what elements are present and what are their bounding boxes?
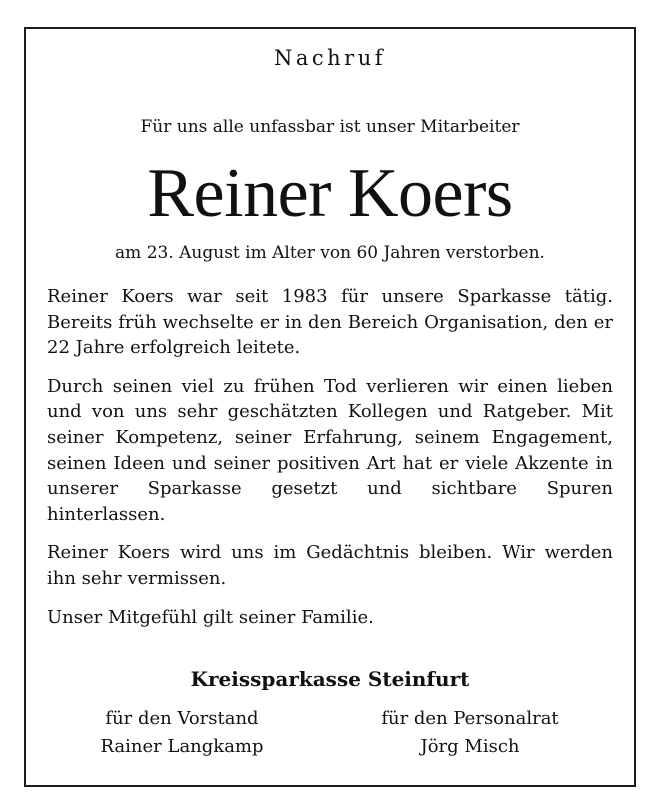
signatory-staff-council: [340, 705, 600, 761]
obituary-notice: [24, 27, 636, 787]
body-paragraph: Unser Mitgefühl gilt seiner Familie.: [47, 606, 374, 628]
deceased-name: Reiner Koers: [147, 155, 513, 232]
signatory-board: [52, 705, 312, 761]
notice-heading: Nachruf: [273, 46, 387, 70]
signatory-role: für den Personalrat: [381, 708, 559, 729]
organization-name: Kreissparkasse Steinfurt: [190, 667, 470, 691]
body-paragraph: Durch seinen viel zu frühen Tod verlieren wir einen lieben und von uns sehr geschätzten Kollegen und Ratgeber. Mit seiner Kompetenz, seiner Erfahrung, seinem Engagement, seinen Ideen und seiner positiven Art hat er viele Akzente in unserer Sparkasse gesetzt und sichtbare Spuren hinterlassen.: [47, 375, 613, 525]
intro-line: Für uns alle unfassbar ist unser Mitarbeiter: [140, 117, 520, 137]
signatory-role: für den Vorstand: [105, 708, 259, 729]
signatory-name: Jörg Misch: [420, 736, 520, 757]
notice-body: [47, 284, 613, 643]
signatory-name: Rainer Langkamp: [100, 736, 264, 757]
body-paragraph: Reiner Koers war seit 1983 für unsere Sparkasse tätig. Bereits früh wechselte er in den Bereich Organisation, den er 22 Jahre erfolgreich leitete.: [47, 286, 613, 359]
body-paragraph: Reiner Koers wird uns im Gedächtnis bleiben. Wir werden ihn sehr vermissen.: [47, 542, 613, 589]
death-details: am 23. August im Alter von 60 Jahren verstorben.: [115, 243, 545, 263]
